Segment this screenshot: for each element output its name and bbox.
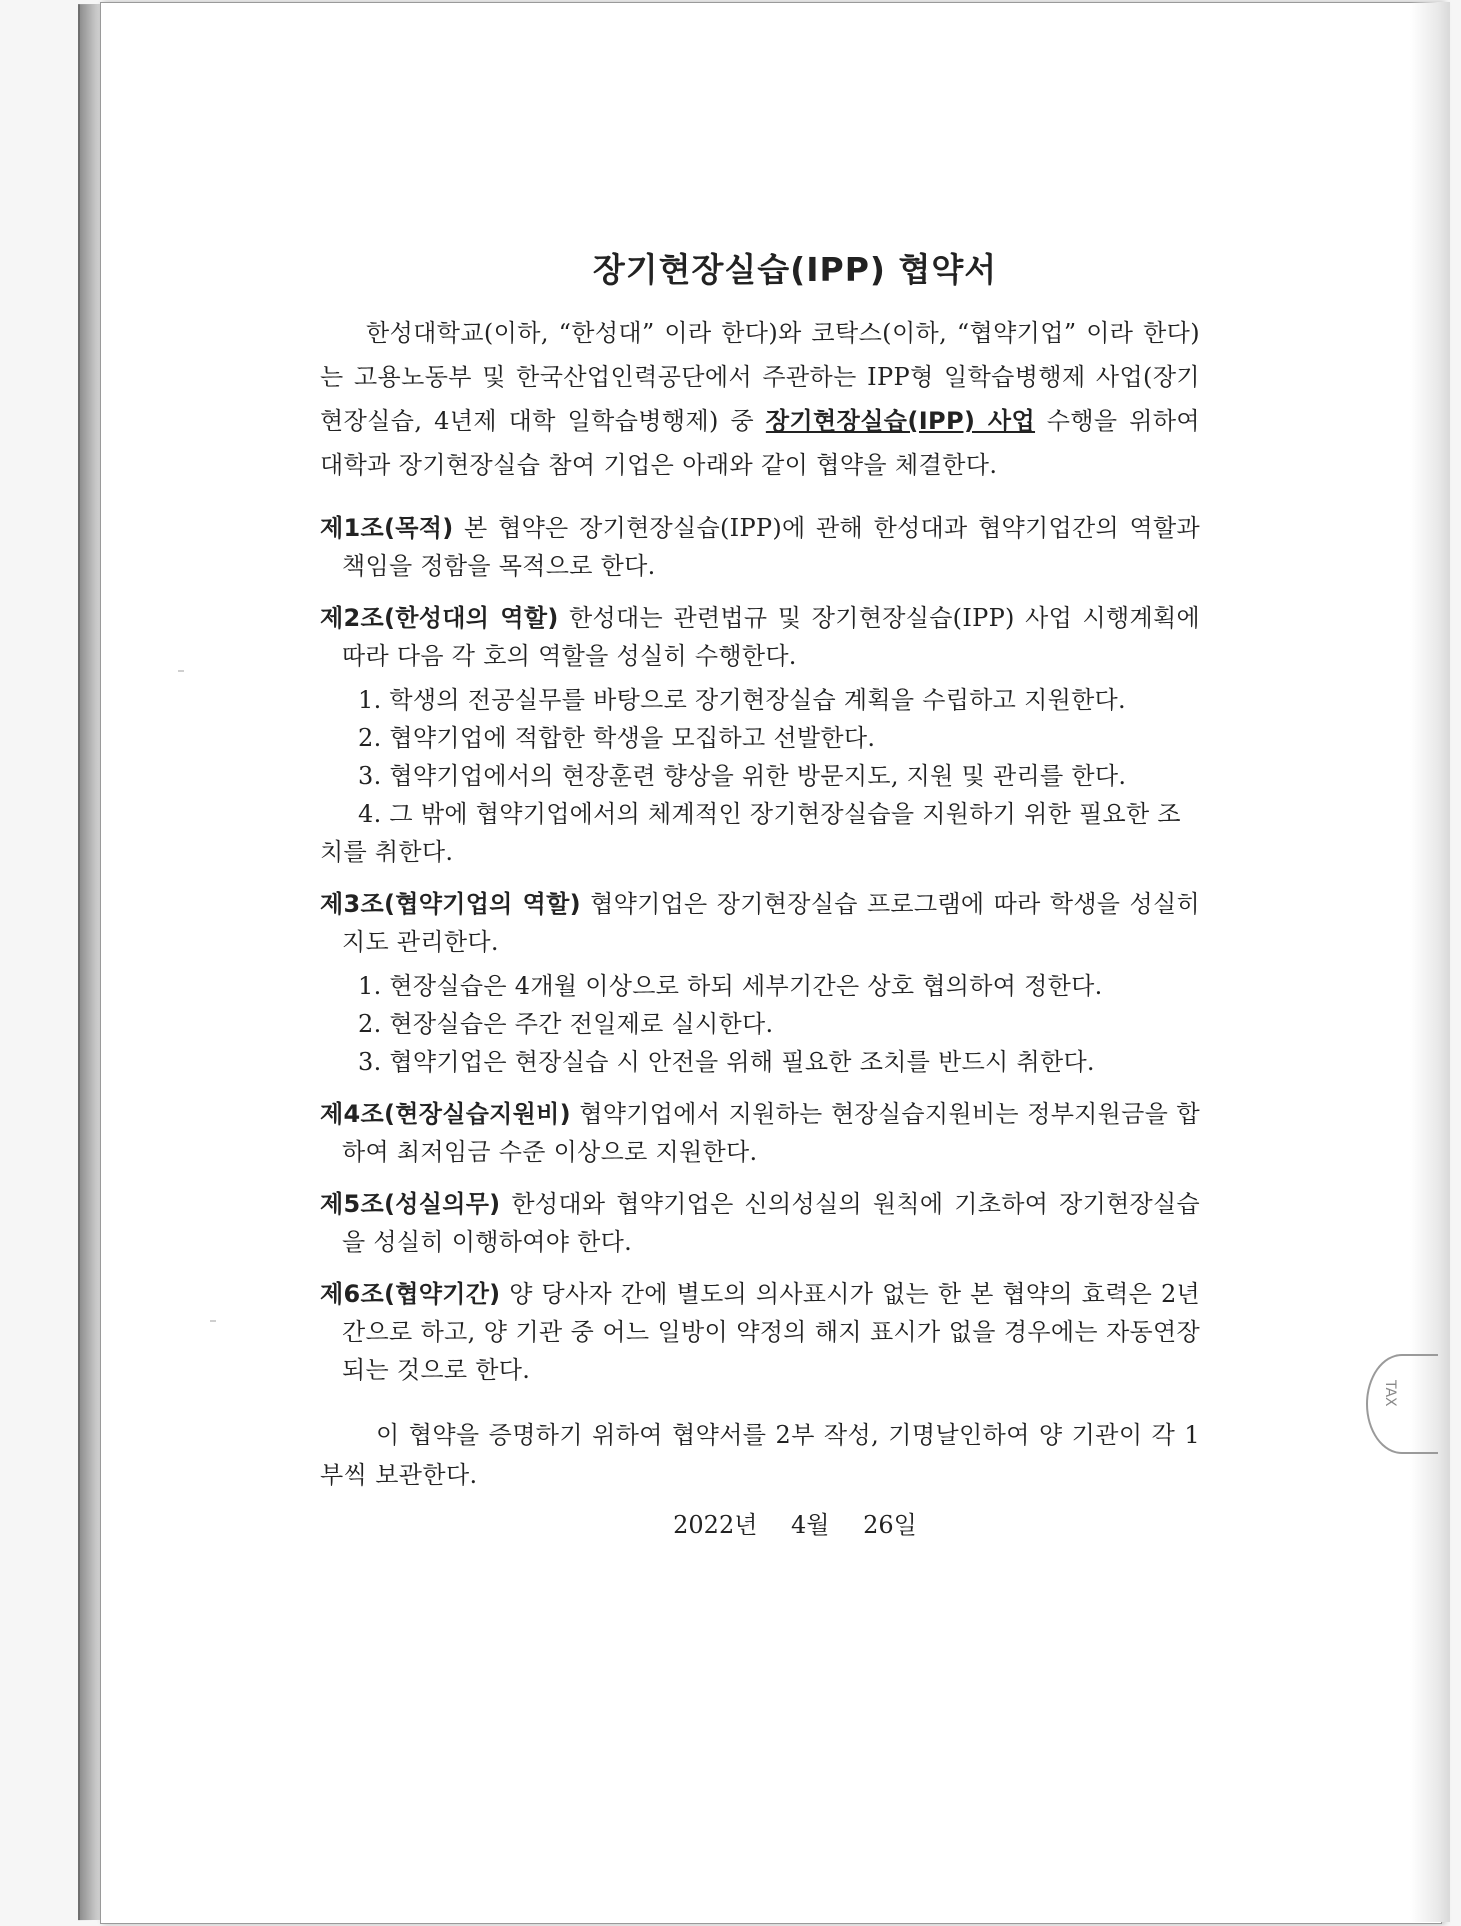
agreement-document bbox=[320, 244, 1200, 1540]
agreement-date: 2022년 4월 26일 bbox=[673, 1511, 917, 1539]
article-body: 한성대는 관련법규 및 장기현장실습(IPP) 사업 시행계획에 따라 다음 각 호의 역할을 성실히 수행한다. bbox=[342, 604, 1200, 670]
seal-lettering: TAX bbox=[1382, 1380, 1398, 1407]
article-heading: 제2조(한성대의 역할) bbox=[320, 604, 559, 632]
article-3-items bbox=[320, 967, 1200, 1081]
article-6 bbox=[320, 1275, 1200, 1389]
page-edge-shadow bbox=[1410, 2, 1450, 1922]
article-body: 협약기업에서 지원하는 현장실습지원비는 정부지원금을 합하여 최저임금 수준 이상으로 지원한다. bbox=[342, 1100, 1200, 1166]
article-body: 협약기업은 장기현장실습 프로그램에 따라 학생을 성실히 지도 관리한다. bbox=[342, 890, 1200, 956]
scan-speck bbox=[178, 670, 184, 672]
article-heading: 제5조(성실의무) bbox=[320, 1190, 501, 1218]
closing-paragraph: 이 협약을 증명하기 위하여 협약서를 2부 작성, 기명날인하여 양 기관이 각 1부씩 보관한다. bbox=[320, 1421, 1200, 1489]
intro-text-2: 수행을 위하여 대학과 장기현장실습 참여 기업은 아래와 같이 협약을 체결한다. bbox=[320, 407, 1200, 479]
article-4 bbox=[320, 1095, 1200, 1171]
article-heading: 제6조(협약기간) bbox=[320, 1280, 501, 1308]
article-body: 한성대와 협약기업은 신의성실의 원칙에 기초하여 장기현장실습을 성실히 이행하여야 한다. bbox=[342, 1190, 1200, 1256]
list-item: 1. 학생의 전공실무를 바탕으로 장기현장실습 계획을 수립하고 지원한다. bbox=[358, 686, 1126, 714]
intro-emphasis: 장기현장실습(IPP) 사업 bbox=[765, 407, 1036, 435]
article-heading: 제4조(현장실습지원비) bbox=[320, 1100, 571, 1128]
partial-seal-stamp bbox=[1366, 1354, 1438, 1454]
article-2-items bbox=[320, 681, 1200, 871]
article-body: 본 협약은 장기현장실습(IPP)에 관해 한성대과 협약기업간의 역할과 책임을 정함을 목적으로 한다. bbox=[342, 514, 1200, 580]
article-2 bbox=[320, 599, 1200, 675]
document-title: 장기현장실습(IPP) 협약서 bbox=[592, 250, 998, 289]
intro-text-1: 한성대학교(이하, “한성대” 이라 한다)와 코탁스(이하, “협약기업” 이라 한다)는 고용노동부 및 한국산업인력공단에서 주관하는 IPP형 일학습병행제 사업(장기현장실습, 4년제 대학 일학습병행제) 중 bbox=[320, 319, 1200, 435]
list-item: 2. 협약기업에 적합한 학생을 모집하고 선발한다. bbox=[358, 724, 876, 752]
list-item: 4. 그 밖에 협약기업에서의 체계적인 장기현장실습을 지원하기 위한 필요한 조치를 취한다. bbox=[320, 800, 1181, 866]
list-item: 3. 협약기업에서의 현장훈련 향상을 위한 방문지도, 지원 및 관리를 한다. bbox=[358, 762, 1127, 790]
scan-speck bbox=[210, 1320, 216, 1322]
list-item: 2. 현장실습은 주간 전일제로 실시한다. bbox=[358, 1010, 774, 1038]
article-body: 양 당사자 간에 별도의 의사표시가 없는 한 본 협약의 효력은 2년간으로 하고, 양 기관 중 어느 일방이 약정의 해지 표시가 없을 경우에는 자동연장 되는 것으로 한다. bbox=[342, 1280, 1200, 1384]
intro-paragraph bbox=[320, 311, 1200, 487]
article-heading: 제1조(목적) bbox=[320, 514, 454, 542]
article-heading: 제3조(협약기업의 역할) bbox=[320, 890, 581, 918]
list-item: 3. 협약기업은 현장실습 시 안전을 위해 필요한 조치를 반드시 취한다. bbox=[358, 1048, 1095, 1076]
article-3 bbox=[320, 885, 1200, 961]
article-5 bbox=[320, 1185, 1200, 1261]
list-item: 1. 현장실습은 4개월 이상으로 하되 세부기간은 상호 협의하여 정한다. bbox=[358, 972, 1103, 1000]
article-1 bbox=[320, 509, 1200, 585]
